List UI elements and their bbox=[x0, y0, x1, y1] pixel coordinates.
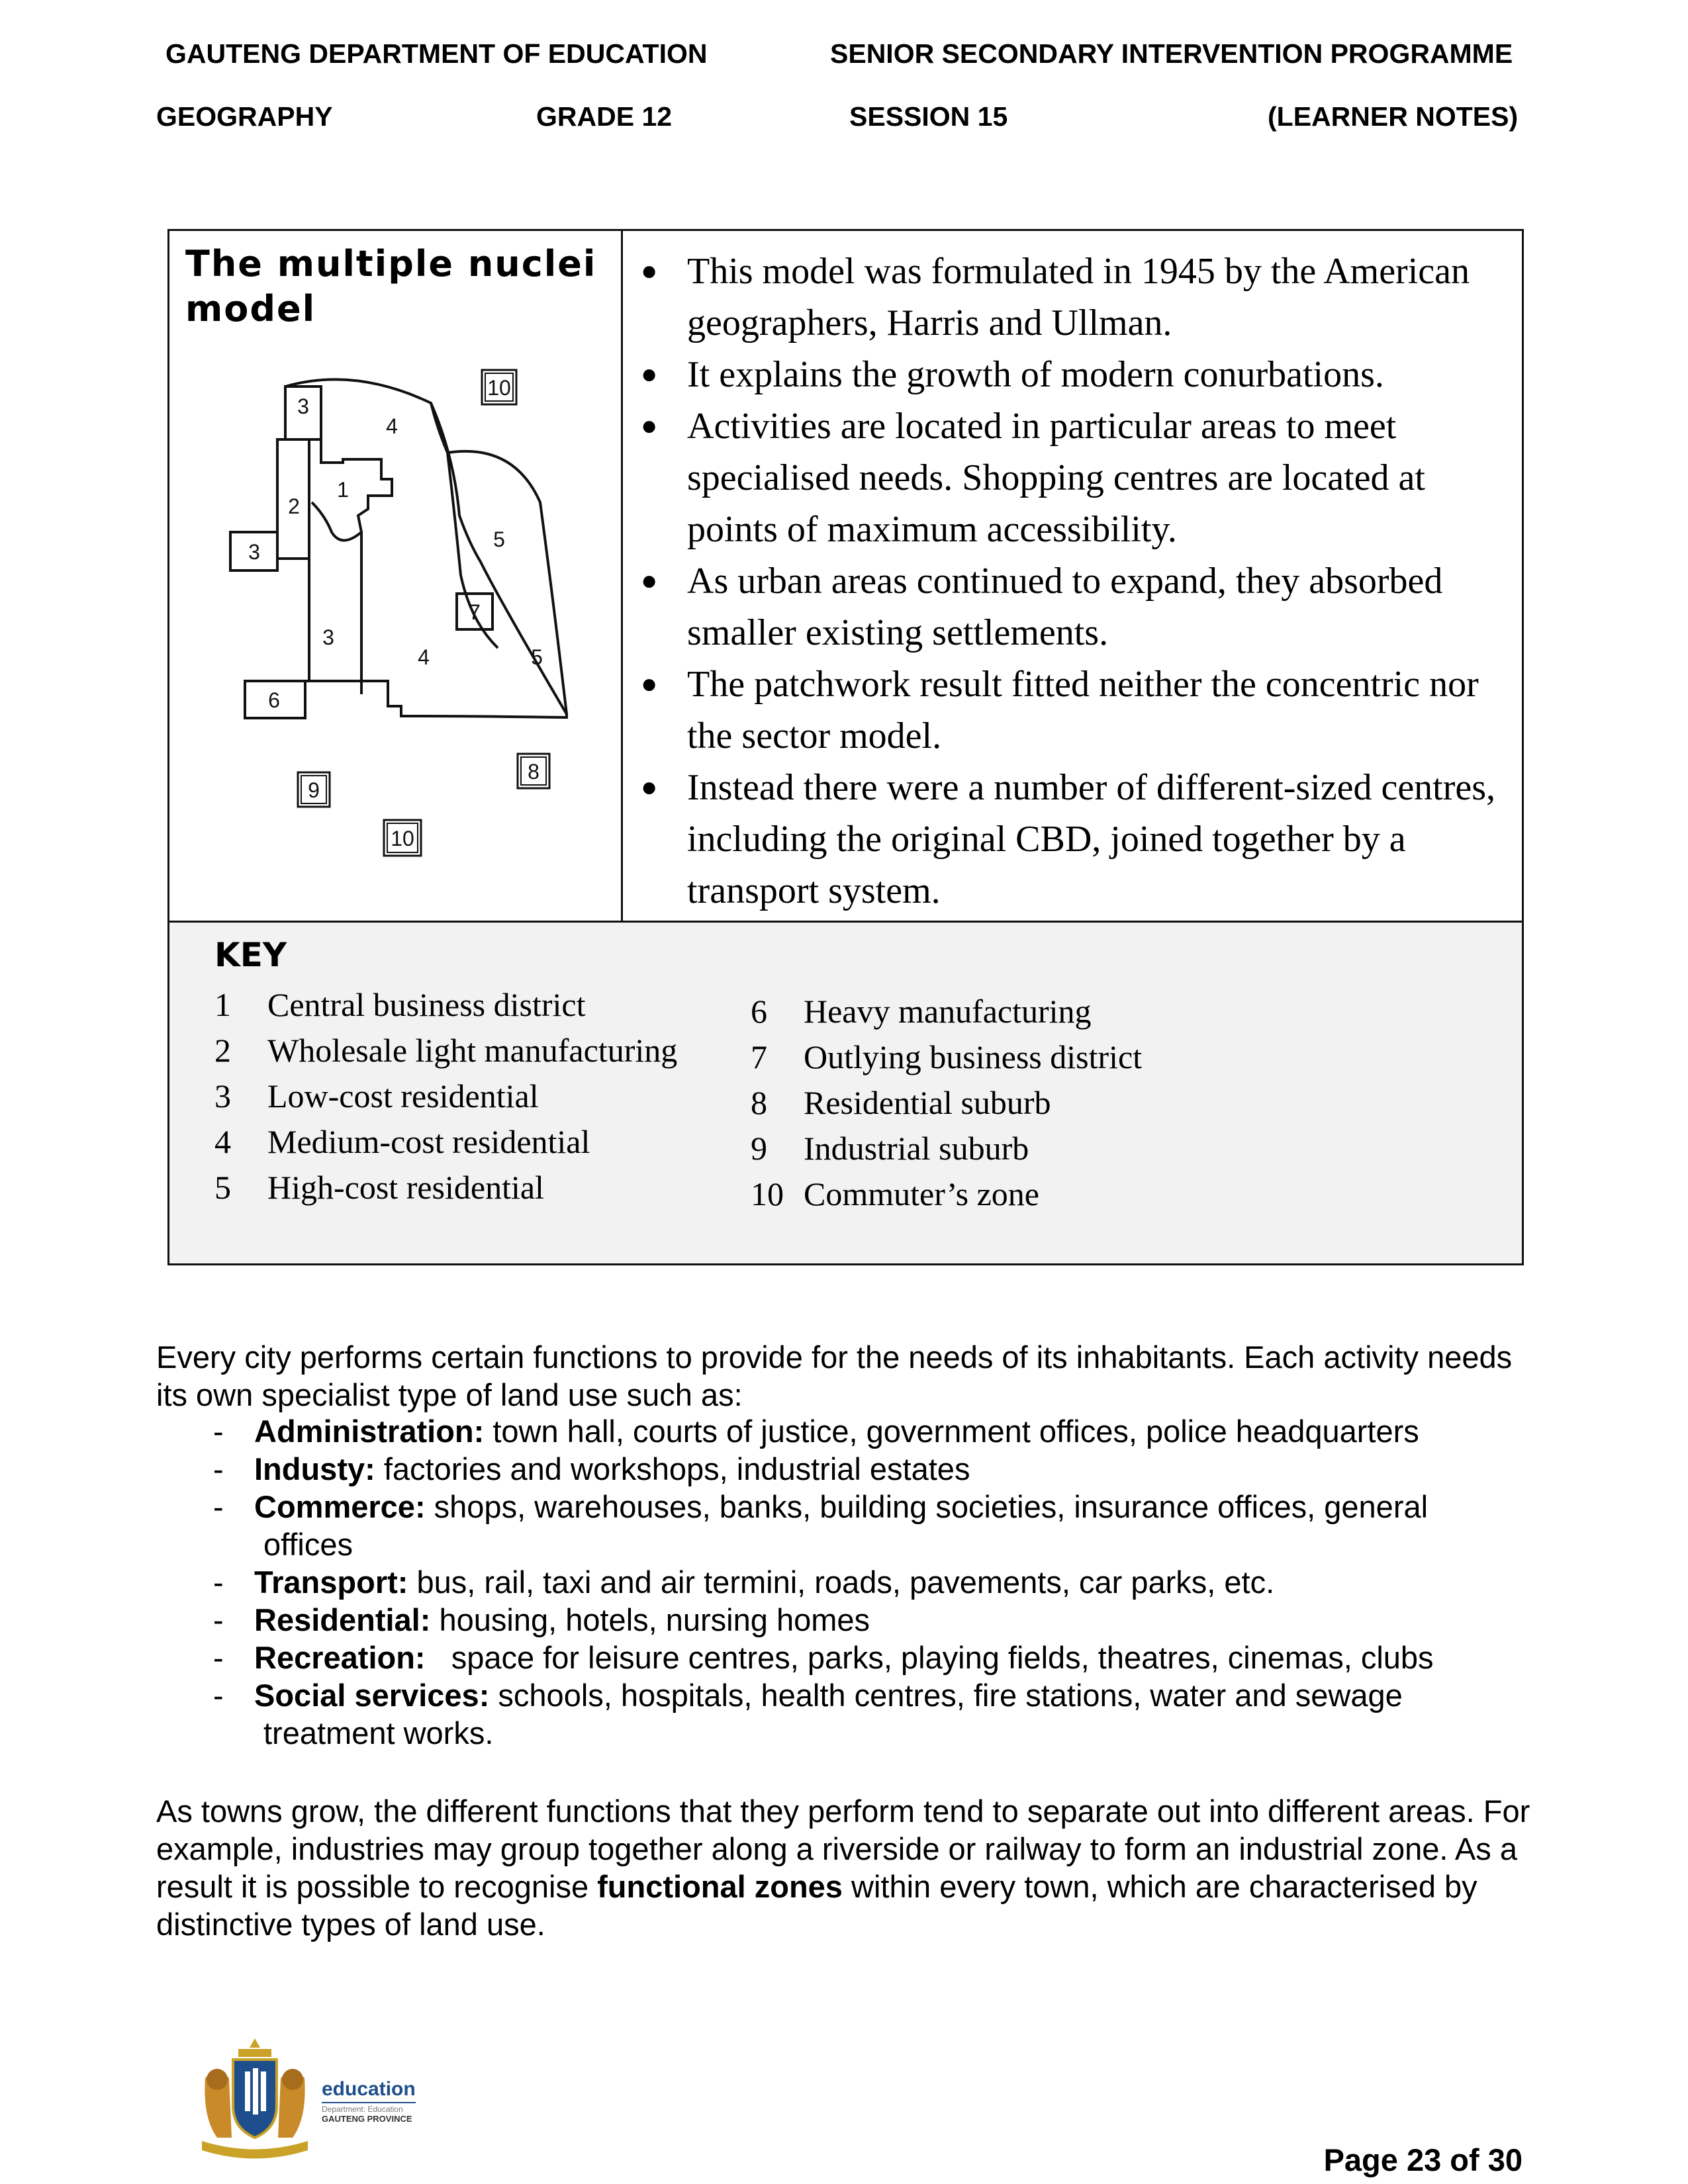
key-number: 10 bbox=[751, 1175, 784, 1212]
header-subject: GEOGRAPHY bbox=[156, 101, 333, 132]
key-label: Low-cost residential bbox=[267, 1077, 539, 1115]
key-item bbox=[214, 1165, 677, 1210]
header-notes-type: (LEARNER NOTES) bbox=[1268, 101, 1519, 132]
key-number: 2 bbox=[214, 1032, 231, 1069]
key-number: 4 bbox=[214, 1123, 231, 1160]
land-use-desc: schools, hospitals, health centres, fire stations, water and sewage bbox=[489, 1678, 1403, 1713]
header-department: GAUTENG DEPARTMENT OF EDUCATION bbox=[165, 38, 708, 69]
land-use-term: Industy: bbox=[254, 1451, 375, 1486]
logo-word: education bbox=[322, 2078, 416, 2100]
key-label: Central business district bbox=[267, 986, 586, 1023]
land-use-continuation: treatment works. bbox=[263, 1715, 494, 1751]
zone-1-cbd bbox=[312, 439, 392, 541]
page-number: Page 23 of 30 bbox=[1323, 2142, 1523, 2177]
zone-label: 10 bbox=[487, 376, 511, 400]
key-column-right bbox=[751, 989, 1142, 1217]
land-use-item bbox=[211, 1563, 1541, 1601]
key-label: High-cost residential bbox=[267, 1169, 544, 1206]
zone-label: 5 bbox=[531, 645, 543, 669]
intro-paragraph: Every city performs certain functions to provide for the needs of its inhabitants. Each activity needs its own specialist type of land use such as: bbox=[156, 1340, 1513, 1412]
key-label: Heavy manufacturing bbox=[804, 993, 1092, 1030]
land-use-desc: space for leisure centres, parks, playing fields, theatres, cinemas, clubs bbox=[425, 1640, 1434, 1675]
land-use-item bbox=[211, 1676, 1541, 1752]
zone-label: 8 bbox=[528, 760, 539, 784]
land-use-desc: factories and workshops, industrial estates bbox=[375, 1451, 970, 1486]
land-use-item bbox=[211, 1601, 1541, 1639]
zone-label: 3 bbox=[322, 625, 334, 649]
land-use-desc: town hall, courts of justice, government offices, police headquarters bbox=[484, 1414, 1419, 1449]
model-bullet: ● Activities are located in particular areas to meet specialised needs. Shopping centres are located at points of maximum accessibility. bbox=[641, 400, 1515, 555]
key-label: Medium-cost residential bbox=[267, 1123, 590, 1160]
multiple-nuclei-figure bbox=[167, 229, 1524, 1265]
land-use-term: Residential: bbox=[254, 1602, 431, 1637]
key-item bbox=[214, 1119, 677, 1165]
key-item bbox=[751, 1080, 1142, 1126]
model-description-list bbox=[641, 246, 1515, 917]
model-bullet: ● It explains the growth of modern conurbations. bbox=[641, 349, 1515, 400]
header-grade: GRADE 12 bbox=[536, 101, 673, 132]
key-number: 8 bbox=[751, 1084, 767, 1121]
land-use-item bbox=[211, 1488, 1541, 1563]
zone-label: 3 bbox=[297, 394, 309, 418]
land-use-term: Commerce: bbox=[254, 1489, 426, 1524]
key-number: 9 bbox=[751, 1130, 767, 1167]
zone-label: 4 bbox=[418, 645, 430, 669]
key-item bbox=[214, 982, 677, 1028]
model-bullet: ● As urban areas continued to expand, they absorbed smaller existing settlements. bbox=[641, 555, 1515, 659]
logo-province: GAUTENG PROVINCE bbox=[322, 2114, 412, 2124]
key-item bbox=[214, 1028, 677, 1073]
key-item bbox=[214, 1073, 677, 1119]
model-bullet: ● Instead there were a number of different-sized centres, including the original CBD, joined together by a transport system. bbox=[641, 762, 1515, 917]
paragraph-text: within every town, which are characterised by distinctive types of land use. bbox=[156, 1869, 1477, 1942]
land-use-term: Administration: bbox=[254, 1414, 485, 1449]
figure-title-line1: The multiple nuclei bbox=[185, 243, 597, 285]
land-use-desc: shops, warehouses, banks, building societies, insurance offices, general bbox=[425, 1489, 1429, 1524]
key-number: 5 bbox=[214, 1169, 231, 1206]
key-label: Wholesale light manufacturing bbox=[267, 1032, 678, 1069]
key-item bbox=[751, 1126, 1142, 1171]
key-title: KEY bbox=[214, 936, 287, 974]
high-cost-boundary bbox=[447, 451, 567, 714]
key-item bbox=[751, 989, 1142, 1034]
logo-text bbox=[322, 2078, 416, 2124]
key-number: 7 bbox=[751, 1038, 767, 1075]
key-item bbox=[751, 1034, 1142, 1080]
zone-label: 3 bbox=[248, 540, 260, 564]
key-label: Outlying business district bbox=[804, 1038, 1143, 1075]
zone-label: 5 bbox=[493, 527, 505, 551]
key-number: 3 bbox=[214, 1077, 231, 1115]
land-use-term: Recreation: bbox=[254, 1640, 426, 1675]
key-label: Commuter’s zone bbox=[804, 1175, 1039, 1212]
zone-label: 4 bbox=[386, 414, 398, 438]
key-number: 6 bbox=[751, 993, 767, 1030]
land-use-desc: housing, hotels, nursing homes bbox=[430, 1602, 870, 1637]
key-label: Residential suburb bbox=[804, 1084, 1051, 1121]
land-use-item bbox=[211, 1412, 1541, 1450]
land-use-item bbox=[211, 1639, 1541, 1676]
model-bullet: ● The patchwork result fitted neither the concentric nor the sector model. bbox=[641, 659, 1515, 762]
gauteng-coat-of-arms-logo bbox=[192, 2032, 318, 2164]
figure-divider-vertical bbox=[621, 231, 623, 921]
zone-label: 2 bbox=[288, 494, 300, 518]
land-use-term: Social services: bbox=[254, 1678, 490, 1713]
zone-label: 9 bbox=[308, 778, 320, 802]
key-column-left bbox=[214, 982, 677, 1210]
zone-label: 7 bbox=[469, 600, 481, 624]
figure-title-line2: model bbox=[185, 288, 316, 330]
zone-label: 1 bbox=[337, 478, 349, 502]
key-number: 1 bbox=[214, 986, 231, 1023]
paragraph-text: As towns grow, the different functions that they perform tend to separate out into different areas. For example, industries may group together along a riverside or railway to form an industrial zone. As a result it is possible to recognise bbox=[156, 1794, 1530, 1904]
header-session: SESSION 15 bbox=[849, 101, 1008, 132]
zone-label: 6 bbox=[268, 688, 280, 712]
header-programme: SENIOR SECONDARY INTERVENTION PROGRAMME bbox=[830, 38, 1513, 69]
model-bullet: ● This model was formulated in 1945 by the American geographers, Harris and Ullman. bbox=[641, 246, 1515, 349]
key-label: Industrial suburb bbox=[804, 1130, 1029, 1167]
zone-label: 10 bbox=[391, 827, 414, 850]
figure-key bbox=[169, 923, 1522, 1263]
land-use-desc: bus, rail, taxi and air termini, roads, pavements, car parks, etc. bbox=[408, 1565, 1275, 1600]
functional-zones-paragraph bbox=[156, 1792, 1540, 1943]
logo-department: Department: Education bbox=[322, 2102, 416, 2114]
key-term-functional-zones: functional zones bbox=[597, 1869, 843, 1904]
nuclei-diagram bbox=[169, 231, 621, 919]
land-use-list bbox=[211, 1412, 1541, 1752]
key-item bbox=[751, 1171, 1142, 1217]
land-use-continuation: offices bbox=[263, 1527, 353, 1562]
land-use-term: Transport: bbox=[254, 1565, 408, 1600]
land-use-item bbox=[211, 1450, 1541, 1488]
